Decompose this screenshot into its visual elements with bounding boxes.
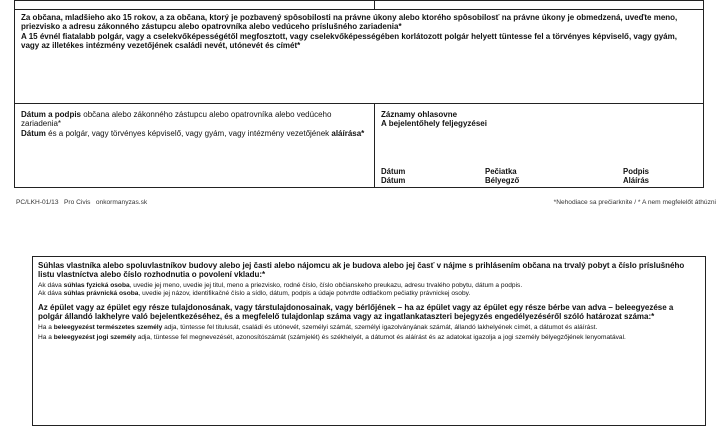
consent-sk: Súhlas vlastníka alebo spoluvlastníkov budovy alebo jej časti alebo nájomcu ak je budova alebo jej časť v nájme s prihlásením občana na trvalý pobyt a číslo príslušného listu vlastníctva alebo číslo rozhodnutia o povolení vkladu:* [38, 261, 685, 280]
legal-person-sk-c: , uvedie jej názov, identifikačné číslo a sídlo, dátum, podpis a údaje potvrdte odtlačkom pečiatky právnickej osoby. [138, 289, 471, 297]
signature-box-hu [21, 129, 365, 138]
bottom-form [32, 256, 706, 426]
natural-person-sk [38, 282, 700, 290]
signature-box-sk-bold: Dátum a podpis [21, 110, 82, 119]
signature-box [21, 110, 365, 138]
natural-person-sk-b: súhlas fyzická osoba [63, 281, 130, 289]
natural-person-sk-a: Ak dáva [38, 281, 64, 289]
signature-box-hu-mid: és a polgár, vagy törvényes képviselő, vagy gyám, vagy intézmény vezetőjének [45, 128, 332, 138]
records-stamp-sk: Pečiatka [485, 167, 517, 176]
legal-person-sk [38, 290, 700, 298]
consent-hu: Az épület vagy az épület egy része tulajdonosának, vagy társtulajdonosainak, vagy bérlőjének – ha az épület vagy az épület egy része bérbe van adva – beleegyezése a polgár állandó lakhelyre való bejelentkezéséhez, és a megfelelő tulajdonlap száma vagy az ingatlankataszteri bejegyzés engedélyezéséről szóló határozat száma:* [38, 302, 674, 322]
natural-person-sk-c: , uvedie jej meno, uvedie jej titul, meno a priezvisko, rodné číslo, číslo občianskeho preukazu, adresu trvalého pobytu, dátum a podpis. [129, 281, 523, 289]
records-box-heading [381, 110, 697, 129]
natural-person-hu-b: beleegyezést természetes személy [53, 323, 163, 331]
legal-person-hu-a: Ha a [38, 333, 54, 341]
representative-entry-area[interactable] [17, 61, 701, 101]
natural-person-hu [38, 324, 700, 332]
signature-box-sk-rest: občana alebo zákonného zástupcu alebo opatrovníka alebo vedúceho zariadenia* [21, 110, 332, 129]
records-date-sk: Dátum [381, 167, 406, 176]
records-box-sk: Záznamy ohlasovne [381, 110, 458, 119]
top-strip-line [15, 9, 703, 10]
top-form [14, 0, 704, 188]
records-box-hu: A bejelentőhely feljegyzései [381, 119, 487, 129]
top-strip-divider [374, 1, 375, 9]
records-date-hu: Dátum [381, 176, 406, 185]
records-sign-hu: Aláírás [623, 176, 650, 185]
legal-person-sk-a: Ak dáva [38, 289, 64, 297]
signature-row-divider [374, 103, 375, 187]
legal-person-hu-c: adja, tüntesse fel megnevezését, azonosítószámát (számjelét) és székhelyét, a dátumot és aláírást és az adatokat igazolja a jogi személy bélyegzőjének lenyomatával. [135, 333, 626, 341]
minor-notice-hu: A 15 évnél fiatalabb polgár, vagy a cselekvőképességétől megfosztott, vagy cselekvőképességében korlátozott polgár helyett tüntesse fel a törvényes képviselő, vagy gyám, vagy az illetékes intézmény vezetőjének családi nevét, utónevét és címét* [21, 31, 677, 51]
records-sign-label [623, 167, 649, 185]
records-stamp-hu: Bélyegző [485, 176, 520, 185]
signature-box-sk [21, 110, 365, 129]
consent-entry-area[interactable] [35, 397, 703, 421]
consent-section [38, 261, 700, 342]
legal-person-hu-b: beleegyezést jogi személy [53, 333, 136, 341]
form-footer-code: PC/LKH-01/13 Pro Civis onkormanyzas.sk [16, 199, 148, 206]
signature-row-top-line [15, 103, 703, 104]
minor-notice-sk: Za občana, mladšieho ako 15 rokov, a za občana, ktorý je pozbavený spôsobilosti na právne úkony alebo ktorého spôsobilosť na právne úkony je obmedzená, uveďte meno, priezvisko a adresu zákonného zástupcu alebo opatrovníka alebo vedúceho príslušného zariadenia* [21, 13, 678, 32]
records-date-label [381, 167, 405, 185]
natural-person-hu-c: adja, tüntesse fel titulusát, családi és utónevét, személyi számát, személyi igazolványának számát, állandó lakhelyének címét, a dátumot és aláírást. [162, 323, 598, 331]
records-stamp-label [485, 167, 519, 185]
signature-entry-area[interactable] [17, 149, 371, 185]
minor-notice [21, 13, 697, 51]
signature-box-hu-bold: Dátum [21, 128, 46, 138]
natural-person-hu-a: Ha a [38, 323, 54, 331]
records-sign-sk: Podpis [623, 167, 649, 176]
signature-box-hu-bold2: aláírása* [331, 128, 365, 138]
legal-person-hu [38, 334, 700, 342]
legal-person-sk-b: súhlas právnická osoba [63, 289, 139, 297]
form-footer-note: *Nehodiace sa prečiarknite / * A nem megfelelőt áthúzni [553, 199, 716, 206]
